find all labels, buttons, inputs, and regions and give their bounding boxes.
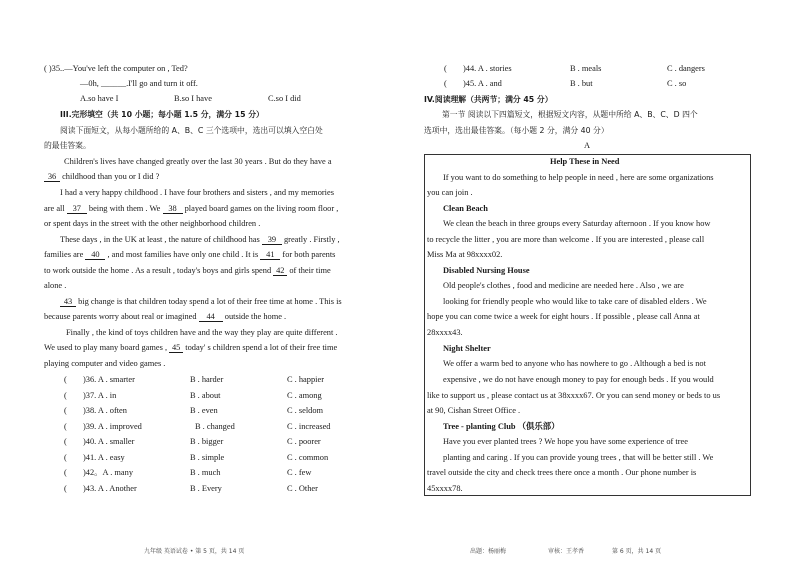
passage-line: We offer a warm bed to anyone who has nowhere to go . Although a bed is not — [443, 359, 706, 368]
passage-line: or spent days in the street with the other neighborhood children . — [44, 219, 261, 228]
section-heading-night-shelter: Night Shelter — [443, 344, 491, 353]
blank-42: 42 — [273, 266, 287, 276]
section3-title: III.完形填空（共 10 小题；每小题 1.5 分，满分 15 分） — [60, 110, 264, 119]
answer-paren: ( — [64, 375, 67, 384]
question-38: )38. A . often — [83, 406, 127, 415]
passage-letter: A — [584, 141, 591, 150]
question-42-option-c: C . few — [287, 468, 312, 477]
passage-line: I had a very happy childhood . I have four brothers and sisters , and my memories — [60, 188, 334, 197]
question-45-option-b: B . but — [570, 79, 593, 88]
passage-line: 36 childhood than you or I did ? — [44, 172, 159, 182]
answer-paren: ( — [64, 437, 67, 446]
question-36: )36. A . smarter — [83, 375, 135, 384]
section-heading-tree-club: Tree - planting Club （俱乐部） — [443, 422, 560, 431]
passage-line: travel outside the city and check trees there once a month . Our phone number is — [427, 468, 697, 477]
passage-line: because parents worry about real or imagined 44 outside the home . — [44, 312, 287, 321]
question-40-option-c: C . poorer — [287, 437, 321, 446]
passage-line: alone . — [44, 281, 67, 290]
question-45: )45. A . and — [463, 79, 502, 88]
passage-line: planting and caring . If you can provide young trees , that will be better still . We — [443, 453, 714, 462]
passage-line: Old people's clothes , food and medicine are needed here . Also , we are — [443, 281, 684, 290]
passage-line: Finally , the kind of toys children have and the way they play are quite different . — [66, 328, 338, 337]
footer-reviewer: 审核：王孝香 — [548, 548, 585, 555]
blank-45: 45 — [169, 343, 183, 353]
passage-line: 45xxxx78. — [427, 484, 463, 493]
passage-line: Miss Ma at 98xxxx02. — [427, 250, 503, 259]
page-footer-right: 第 6 页，共 14 页 — [612, 548, 662, 555]
passage-title: Help These in Need — [550, 157, 620, 166]
answer-paren: ( — [64, 422, 67, 431]
blank-40: 40 — [85, 250, 105, 260]
section4-title: IV.阅读理解（共两节；满分 45 分） — [424, 95, 553, 104]
passage-line: to recycle the litter , you are more than welcome . If you are interested , please call — [427, 235, 705, 244]
passage-line: are all 37 being with them . We 38 played board games on the living room floor , — [44, 204, 339, 213]
question-40: )40. A . smaller — [83, 437, 135, 446]
passage-line: looking for friendly people who would like to take care of disabled elders . We — [443, 297, 707, 306]
question-38-option-b: B . even — [190, 406, 218, 415]
question-41-option-c: C . common — [287, 453, 329, 462]
passage-line: 43 big change is that children today spend a lot of their free time at home . This is — [60, 297, 342, 307]
question-39: )39. A . improved — [83, 422, 142, 431]
passage-line: hope you can come twice a week for eight hours . If possible , please call Anna at — [427, 312, 700, 321]
section3-instruction-1: 阅读下面短文，从每小题所给的 A、B、C 三个选项中，选出可以填入空白处 — [60, 126, 323, 135]
passage-line: Children's lives have changed greatly over the last 30 years . But do they have a — [64, 157, 332, 166]
passage-line: families are 40 , and most families have only one child . It is 41 for both parents — [44, 250, 336, 259]
blank-38: 38 — [163, 204, 183, 214]
question-44-option-c: C . dangers — [667, 64, 705, 73]
question-37-option-b: B . about — [190, 391, 221, 400]
q35-option-c: C.so I did — [268, 94, 301, 103]
blank-39: 39 — [262, 235, 282, 245]
question-43-option-c: C . Other — [287, 484, 318, 493]
question-37: )37. A . in — [83, 391, 117, 400]
blank-44: 44 — [199, 312, 223, 322]
answer-paren: ( — [64, 484, 67, 493]
answer-paren: ( — [64, 468, 67, 477]
question-44-option-b: B . meals — [570, 64, 602, 73]
question-41: )41. A . easy — [83, 453, 125, 462]
answer-paren: ( — [444, 79, 447, 88]
passage-line: Have you ever planted trees ? We hope you have some experience of tree — [443, 437, 688, 446]
passage-line: expensive , we do not have enough money to pay for enough beds . If you would — [443, 375, 714, 384]
question-42-option-b: B . much — [190, 468, 221, 477]
question-44: )44. A . stories — [463, 64, 512, 73]
blank-41: 41 — [260, 250, 280, 260]
passage-line: playing computer and video games . — [44, 359, 166, 368]
answer-paren: ( — [64, 453, 67, 462]
question-39-option-c: C . increased — [287, 422, 331, 431]
blank-43: 43 — [60, 297, 76, 307]
question-38-option-c: C . seldom — [287, 406, 324, 415]
passage-line: at 90, Cishan Street Office . — [427, 406, 521, 415]
q35-stem: ( )35..—You've left the computer on , Ted? — [44, 64, 188, 73]
question-43-option-b: B . Every — [190, 484, 222, 493]
page-footer-left: 九年级 英语试卷 • 第 5 页，共 14 页 — [144, 548, 245, 555]
question-37-option-c: C . among — [287, 391, 322, 400]
passage-line: We used to play many board games , 45 today' s children spend a lot of their free time — [44, 343, 338, 352]
question-42: )42。A . many — [83, 468, 134, 477]
passage-line: you can join . — [427, 188, 473, 197]
section-heading-nursing-house: Disabled Nursing House — [443, 266, 530, 275]
section4-instruction-2: 选项中，选出最佳答案。（每小题 2 分，满分 40 分） — [424, 126, 609, 135]
section4-instruction-1: 第一节 阅读以下四篇短文，根据短文内容，从题中所给 A、B、C、D 四个 — [442, 110, 698, 119]
question-36-option-b: B . harder — [190, 375, 224, 384]
q35-option-b: B.so I have — [174, 94, 212, 103]
question-39-option-b: B . changed — [195, 422, 235, 431]
blank-37: 37 — [67, 204, 87, 214]
passage-line: like to support us , please contact us at 38xxxx67. Or you can send money or beds to us — [427, 391, 721, 400]
footer-setter: 出题：杨丽梅 — [470, 548, 507, 555]
question-41-option-b: B . simple — [190, 453, 225, 462]
question-43: )43. A . Another — [83, 484, 137, 493]
answer-paren: ( — [64, 406, 67, 415]
question-45-option-c: C . so — [667, 79, 687, 88]
blank-36: 36 — [44, 172, 60, 182]
answer-paren: ( — [444, 64, 447, 73]
passage-line: to work outside the home . As a result , today's boys and girls spend 42 of their time — [44, 266, 331, 275]
passage-line: We clean the beach in three groups every Saturday afternoon . If you know how — [443, 219, 711, 228]
passage-line: If you want to do something to help people in need , here are some organizations — [443, 173, 714, 182]
q35-reply: —0h, ______.I'll go and turn it off. — [80, 79, 198, 88]
answer-paren: ( — [64, 391, 67, 400]
q35-option-a: A.so have I — [80, 94, 119, 103]
section-heading-clean-beach: Clean Beach — [443, 204, 488, 213]
question-36-option-c: C . happier — [287, 375, 324, 384]
section3-instruction-2: 的最佳答案。 — [44, 141, 91, 150]
question-40-option-b: B . bigger — [190, 437, 224, 446]
passage-line: 28xxxx43. — [427, 328, 463, 337]
passage-line: These days , in the UK at least , the nature of childhood has 39 greatly . Firstly , — [60, 235, 340, 244]
